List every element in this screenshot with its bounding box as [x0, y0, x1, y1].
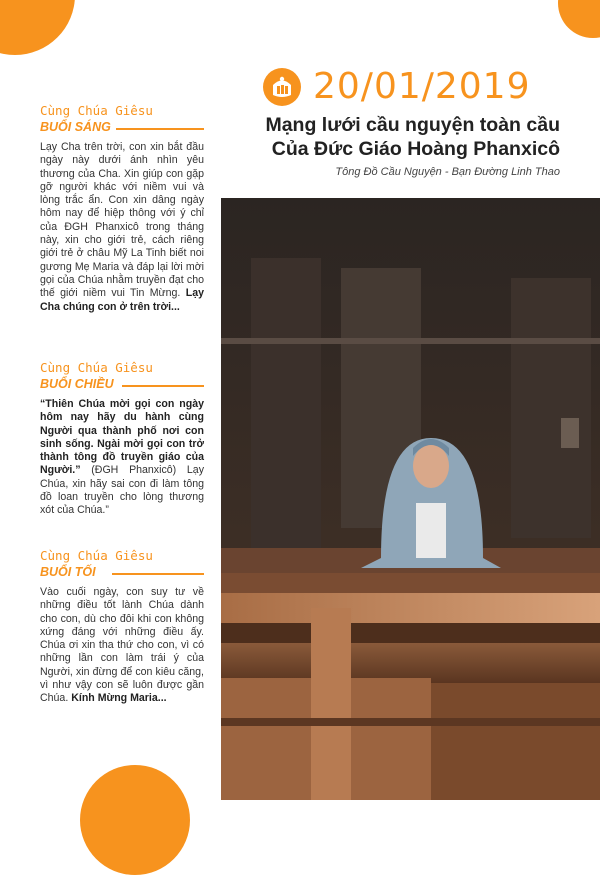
decorative-circle-bottom-left	[80, 765, 190, 875]
title-line-1: Mạng lưới cầu nguyện toàn cầu	[265, 114, 560, 136]
section-body-evening	[40, 586, 204, 706]
section-morning	[40, 103, 204, 314]
section-title-morning: BUỔI SÁNG	[40, 120, 111, 134]
afternoon-quote: “Thiên Chúa mời gọi con ngày hôm nay hãy du hành cùng Người qua thành phố nơi con sinh sống. Ngài mời gọi con trở thành tông đồ truyền giáo của Người.”	[40, 398, 204, 477]
section-evening	[40, 548, 204, 706]
evening-prayer-text: Vào cuối ngày, con suy tư về những điều tốt lành Chúa dành cho con, dù cho đôi khi con không xứng đáng với những điều ấy. Chúa ơi xin tha thứ cho con, vì có những lần con làm trái ý của Người, xin đừng để con kiêu căng, vì như vậy con sẽ luôn được gần Chúa.	[40, 586, 204, 705]
evening-prayer-closing: Kính Mừng Maria...	[71, 692, 167, 705]
morning-prayer-closing: Lạy Cha chúng con ở trên trời...	[40, 287, 204, 313]
section-label: Cùng Chúa Giêsu	[40, 103, 153, 118]
section-body-afternoon	[40, 398, 204, 518]
section-divider	[122, 385, 204, 387]
section-label: Cùng Chúa Giêsu	[40, 360, 153, 375]
title-line-2: Của Đức Giáo Hoàng Phanxicô	[271, 138, 560, 160]
section-divider	[112, 573, 204, 575]
woman-praying-in-church-photo	[221, 198, 600, 800]
afternoon-prayer-text: (ĐGH Phanxicô) Lạy Chúa, xin hãy sai con đi làm tông đồ loan truyền cho lòng thương xót của Chúa.”	[40, 464, 204, 517]
decorative-circle-top-left	[0, 0, 75, 55]
section-body-morning	[40, 141, 204, 314]
section-afternoon	[40, 360, 204, 518]
morning-prayer-text: Lạy Cha trên trời, con xin bắt đầu ngày này dưới ánh nhìn yêu thương của Cha. Xin giúp con gặp gỡ người khác với niềm vui và lòng trắc ẩn. Con xin dâng ngày hôm nay để hiệp thông với ý chỉ của ĐGH Phanxicô trong tháng này, xin cho giới trẻ, cách riêng giới trẻ ở châu Mỹ La Tinh biết noi gương Mẹ Maria và đáp lại lời mời gọi của Chúa nhằm truyền đạt cho thế giới niềm vui Tin Mừng.	[40, 141, 204, 300]
decorative-circle-top-right	[558, 0, 600, 38]
date-header	[263, 67, 531, 107]
prayer-network-logo-icon	[263, 68, 301, 106]
section-title-evening: BUỔI TỐI	[40, 565, 96, 579]
page-title	[220, 113, 560, 161]
byline: Tông Đồ Cầu Nguyện - Bạn Đường Linh Thao	[335, 166, 560, 178]
section-label: Cùng Chúa Giêsu	[40, 548, 153, 563]
section-divider	[116, 128, 204, 130]
date-text: 20/01/2019	[313, 66, 531, 107]
section-title-afternoon: BUỔI CHIỀU	[40, 377, 114, 391]
